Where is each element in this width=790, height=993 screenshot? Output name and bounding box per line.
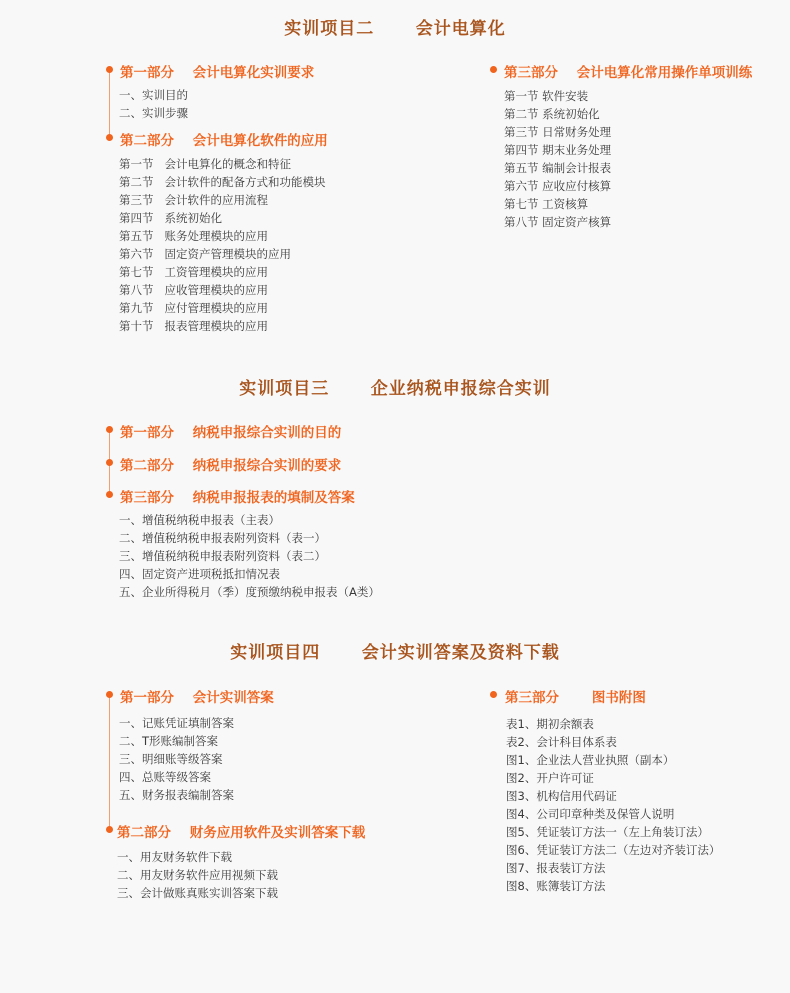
list-item: 一、用友财务软件下载 bbox=[117, 850, 232, 864]
project3-title: 实训项目三 企业纳税申报综合实训 bbox=[239, 379, 551, 399]
list-item: 图2、开户许可证 bbox=[506, 771, 594, 785]
bullet-dot bbox=[106, 459, 113, 466]
project2-part2-list bbox=[119, 155, 325, 335]
project4-part2-list bbox=[117, 848, 278, 902]
list-item: 表2、会计科目体系表 bbox=[506, 735, 617, 749]
project3-part3-heading: 第三部分 纳税申报报表的填制及答案 bbox=[120, 490, 355, 506]
list-item: 图8、账簿装订方法 bbox=[506, 879, 606, 893]
list-item: 图1、企业法人营业执照（副本） bbox=[506, 753, 675, 767]
list-item: 第六节 固定资产管理模块的应用 bbox=[119, 247, 291, 261]
list-item: 表1、期初余额表 bbox=[506, 717, 594, 731]
project3-part3-list bbox=[119, 511, 380, 601]
project2-part3-list bbox=[504, 87, 611, 231]
list-item: 第四节 系统初始化 bbox=[119, 211, 222, 225]
list-item: 第十节 报表管理模块的应用 bbox=[119, 319, 268, 333]
list-item: 图5、凭证装订方法一（左上角装订法） bbox=[506, 825, 709, 839]
list-item: 第三节 会计软件的应用流程 bbox=[119, 193, 268, 207]
list-item: 二、用友财务软件应用视频下载 bbox=[117, 868, 278, 882]
list-item: 三、明细账等级答案 bbox=[119, 752, 223, 766]
list-item: 一、实训目的 bbox=[119, 88, 188, 102]
list-item: 第三节 日常财务处理 bbox=[504, 125, 612, 139]
project2-title: 实训项目二 会计电算化 bbox=[284, 19, 506, 39]
bullet-dot bbox=[106, 426, 113, 433]
list-item: 图4、公司印章种类及保管人说明 bbox=[506, 807, 675, 821]
project4-left-connector bbox=[109, 695, 110, 830]
bullet-dot bbox=[106, 826, 113, 833]
list-item: 第八节 固定资产核算 bbox=[504, 215, 612, 229]
project2-part2-heading: 第二部分 会计电算化软件的应用 bbox=[120, 133, 328, 149]
project2-part1-list bbox=[119, 86, 188, 122]
list-item: 四、固定资产进项税抵扣情况表 bbox=[119, 567, 280, 581]
list-item: 第五节 编制会计报表 bbox=[504, 161, 612, 175]
project2-part3-heading: 第三部分 会计电算化常用操作单项训练 bbox=[504, 65, 753, 81]
project4-part3-heading: 第三部分 图书附图 bbox=[505, 690, 646, 706]
list-item: 五、企业所得税月（季）度预缴纳税申报表（A类） bbox=[119, 585, 380, 599]
bullet-dot bbox=[490, 691, 497, 698]
list-item: 一、增值税纳税申报表（主表） bbox=[119, 513, 280, 527]
list-item: 图3、机构信用代码证 bbox=[506, 789, 617, 803]
project4-part3-list bbox=[506, 715, 720, 895]
bullet-dot bbox=[106, 491, 113, 498]
list-item: 二、实训步骤 bbox=[119, 106, 188, 120]
list-item: 第二节 系统初始化 bbox=[504, 107, 600, 121]
list-item: 第七节 工资管理模块的应用 bbox=[119, 265, 268, 279]
bullet-dot bbox=[106, 66, 113, 73]
list-item: 五、财务报表编制答案 bbox=[119, 788, 234, 802]
project4-part1-list bbox=[119, 714, 234, 804]
list-item: 图7、报表装订方法 bbox=[506, 861, 606, 875]
bullet-dot bbox=[490, 66, 497, 73]
list-item: 二、增值税纳税申报表附列资料（表一） bbox=[119, 531, 326, 545]
list-item: 第一节 会计电算化的概念和特征 bbox=[119, 157, 291, 171]
list-item: 第五节 账务处理模块的应用 bbox=[119, 229, 268, 243]
list-item: 第七节 工资核算 bbox=[504, 197, 589, 211]
project2-part1-heading: 第一部分 会计电算化实训要求 bbox=[120, 65, 315, 81]
project4-part2-heading: 第二部分 财务应用软件及实训答案下载 bbox=[117, 825, 366, 841]
project3-part1-heading: 第一部分 纳税申报综合实训的目的 bbox=[120, 425, 342, 441]
project4-part1-heading: 第一部分 会计实训答案 bbox=[120, 690, 274, 706]
bullet-dot bbox=[106, 691, 113, 698]
list-item: 三、增值税纳税申报表附列资料（表二） bbox=[119, 549, 326, 563]
list-item: 三、会计做账真账实训答案下载 bbox=[117, 886, 278, 900]
list-item: 第一节 软件安装 bbox=[504, 89, 589, 103]
project2-left-connector bbox=[109, 70, 110, 138]
list-item: 第九节 应付管理模块的应用 bbox=[119, 301, 268, 315]
project3-part2-heading: 第二部分 纳税申报综合实训的要求 bbox=[120, 458, 342, 474]
list-item: 一、记账凭证填制答案 bbox=[119, 716, 234, 730]
list-item: 第六节 应收应付核算 bbox=[504, 179, 612, 193]
bullet-dot bbox=[106, 134, 113, 141]
list-item: 第四节 期末业务处理 bbox=[504, 143, 612, 157]
list-item: 第八节 应收管理模块的应用 bbox=[119, 283, 268, 297]
list-item: 四、总账等级答案 bbox=[119, 770, 211, 784]
list-item: 图6、凭证装订方法二（左边对齐装订法） bbox=[506, 843, 721, 857]
list-item: 第二节 会计软件的配备方式和功能模块 bbox=[119, 175, 326, 189]
list-item: 二、T形账编制答案 bbox=[119, 734, 219, 748]
project4-title: 实训项目四 会计实训答案及资料下载 bbox=[230, 643, 560, 663]
